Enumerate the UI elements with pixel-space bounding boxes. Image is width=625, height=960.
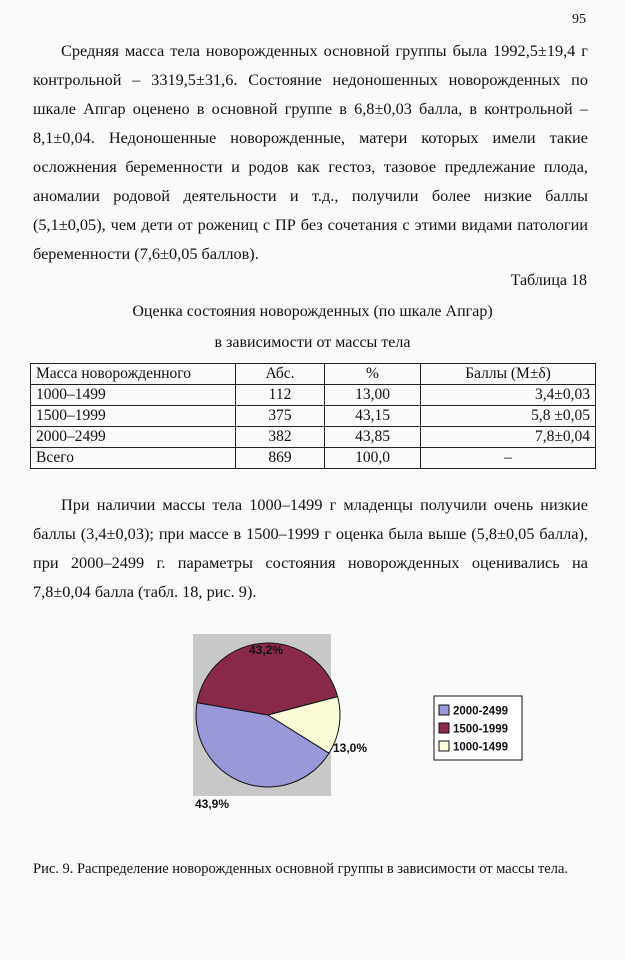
table-caption-line-2: в зависимости от массы тела [214,334,411,351]
header-percent: % [325,364,421,385]
legend-label-1000-1499: 1000-1499 [453,741,508,754]
legend-swatch-1000-1499 [439,741,449,751]
cell-percent: 43,15 [325,406,421,427]
table-row [31,406,596,427]
table-row [31,385,596,406]
table-header-row [31,364,596,385]
legend-swatch-1500-1999 [439,723,449,733]
legend-label-1500-1999: 1500-1999 [453,723,508,736]
header-score: Баллы (М±δ) [421,364,596,385]
cell-score: 5,8 ±0,05 [421,406,596,427]
pie-label-1500-1999: 43,2% [248,643,284,657]
cell-mass: 2000–2499 [31,427,236,448]
paragraph-1: Средняя масса тела новорожденных основной группы была 1992,5±19,4 г контрольной – 3319,5±31,6. Состояние недоношенных новорожденных по шкале Апгар оценено в основной группе в 6,8±0,03 балла, в контрольной – 8,1±0,04. Недоношенные новорожденные, матери которых имели такие осложнения беременности и родов как гестоз, тазовое предлежание плода, аномалии родовой деятельности и т.д., получили более низкие баллы (5,1±0,05), чем дети от рожениц с ПР без сочетания с этими видами патологии беременности (7,6±0,05 баллов). [33,41,588,263]
cell-percent: 13,00 [325,385,421,406]
cell-abs: 375 [236,406,325,427]
apgar-table [30,363,596,469]
page-number: 95 [572,12,586,27]
pie-chart-figure [0,630,625,820]
header-mass: Масса новорожденного [31,364,236,385]
cell-abs: 382 [236,427,325,448]
table-caption-line-1: Оценка состояния новорожденных (по шкале Апгар) [132,303,493,320]
cell-mass: 1500–1999 [31,406,236,427]
cell-score: 3,4±0,03 [421,385,596,406]
pie-slices [196,643,340,787]
pie-label-1000-1499: 13,0% [333,741,368,755]
pie-label-2000-2499: 43,9% [194,797,230,811]
pie-chart [0,630,625,820]
figure-caption: Рис. 9. Распределение новорожденных основной группы в зависимости от массы тела. [33,861,569,877]
cell-mass: Всего [31,448,236,469]
paragraph-2: При наличии массы тела 1000–1499 г младенцы получили очень низкие баллы (3,4±0,03); при массе в 1500–1999 г оценка была выше (5,8±0,05 балла), при 2000–2499 г. параметры состояния новорожденных оценивались на 7,8±0,04 балла (табл. 18, рис. 9). [33,495,588,601]
legend-label-2000-2499: 2000-2499 [453,705,508,718]
legend-swatch-2000-2499 [439,705,449,715]
table-row [31,427,596,448]
cell-abs: 869 [236,448,325,469]
cell-score: 7,8±0,04 [421,427,596,448]
header-abs: Абс. [236,364,325,385]
cell-abs: 112 [236,385,325,406]
table-row-total [31,448,596,469]
table-label: Таблица 18 [510,272,587,289]
chart-legend [434,696,522,760]
cell-score: – [421,448,596,469]
cell-mass: 1000–1499 [31,385,236,406]
cell-percent: 100,0 [325,448,421,469]
cell-percent: 43,85 [325,427,421,448]
